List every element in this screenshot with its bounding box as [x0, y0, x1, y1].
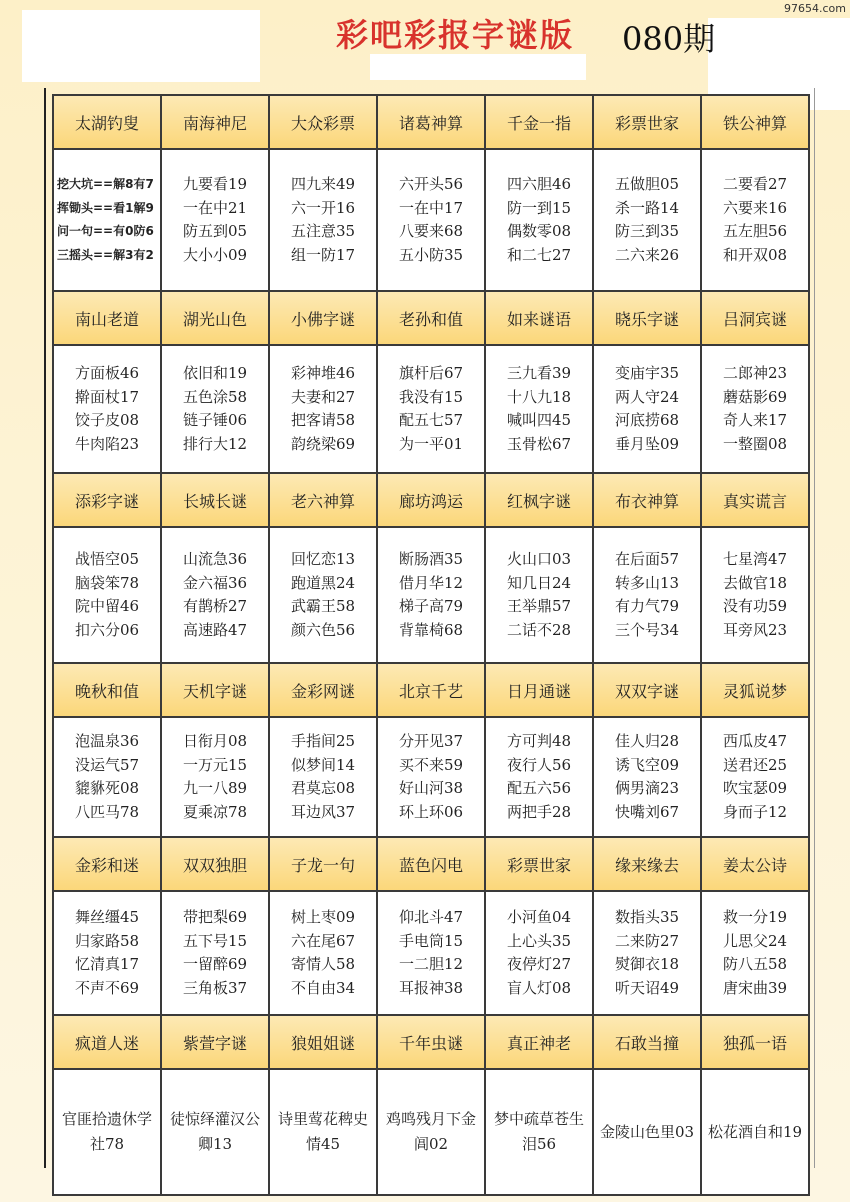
riddle-line: 五做胆05 [614, 175, 680, 193]
column-name: 子龙一句 [269, 837, 377, 891]
riddle-line: 三个号34 [614, 620, 680, 639]
riddle-line: 社78 [89, 1135, 125, 1153]
riddle-cell [53, 717, 161, 837]
riddle-line: 九要看19 [182, 175, 248, 193]
riddle-line: 有力气79 [614, 597, 680, 615]
section-content-row [53, 891, 809, 1015]
riddle-cell [485, 149, 593, 291]
riddle-cell [161, 527, 269, 663]
riddle-cell [701, 527, 809, 663]
riddle-line: 夜行人56 [506, 755, 572, 774]
riddle-line: 貔貅死08 [74, 779, 140, 797]
riddle-line: 情45 [305, 1135, 341, 1153]
riddle-line: 听天诏49 [614, 978, 680, 997]
riddle-cell [377, 891, 485, 1015]
redacted-block-center [370, 54, 586, 80]
column-name: 独孤一语 [701, 1015, 809, 1069]
riddle-cell [53, 149, 161, 291]
riddle-cell [593, 1069, 701, 1195]
riddle-line: 九一八89 [182, 779, 248, 797]
riddle-line: 扣六分06 [74, 620, 140, 639]
riddle-line: 仰北斗47 [398, 908, 464, 926]
riddle-cell [485, 1069, 593, 1195]
riddle-line: 泪56 [521, 1135, 557, 1153]
riddle-line: 梯子高79 [398, 597, 464, 615]
riddle-line: 王举鼎57 [506, 597, 572, 615]
riddle-cell [269, 527, 377, 663]
riddle-line: 夫妻和27 [290, 387, 356, 406]
column-name: 老孙和值 [377, 291, 485, 345]
riddle-line: 小河鱼04 [506, 908, 572, 926]
column-name: 太湖钓叟 [53, 95, 161, 149]
riddle-line: 玉骨松67 [506, 434, 572, 453]
riddle-line: 金六福36 [182, 573, 248, 592]
riddle-line: 喊叫四45 [506, 411, 572, 429]
riddle-line: 君莫忘08 [290, 779, 356, 797]
riddle-line: 舞丝缰45 [74, 908, 140, 926]
riddle-line: 寄情人58 [290, 955, 356, 973]
riddle-cell [269, 345, 377, 473]
page-border-right [814, 88, 815, 1168]
riddle-cell [593, 891, 701, 1015]
riddle-line: 五下号15 [182, 931, 248, 950]
column-name: 蓝色闪电 [377, 837, 485, 891]
page-border-left [44, 88, 46, 1168]
riddle-line: 耳旁风23 [722, 620, 788, 639]
riddle-line: 阊02 [413, 1135, 449, 1153]
riddle-line: 送君还25 [722, 755, 788, 774]
riddle-line: 似梦间14 [290, 755, 356, 774]
riddle-line: 卿13 [197, 1135, 233, 1153]
riddle-line: 佳人归28 [614, 732, 680, 750]
column-name: 布衣神算 [593, 473, 701, 527]
riddle-line: 忆清真17 [74, 955, 140, 973]
riddle-cell [53, 891, 161, 1015]
section-header-row [53, 663, 809, 717]
riddle-line: 四六胆46 [506, 175, 572, 193]
riddle-line: 上心头35 [506, 931, 572, 950]
riddle-line: 防八五58 [722, 955, 788, 973]
riddle-line: 耳报神38 [398, 978, 464, 997]
riddle-line: 变庙宇35 [614, 364, 680, 382]
column-name: 诸葛神算 [377, 95, 485, 149]
riddle-line: 偶数零08 [506, 222, 572, 240]
riddle-line: 没有功59 [722, 597, 788, 615]
riddle-line: 六一开16 [290, 198, 356, 217]
riddle-line: 武霸王58 [290, 597, 356, 615]
riddle-line: 手电筒15 [398, 931, 464, 950]
riddle-line: 把客请58 [290, 411, 356, 429]
riddle-line: 一在中21 [182, 198, 248, 217]
riddle-line: 三摇头==解3有2 [57, 247, 154, 262]
riddle-line: 吹宝瑟09 [722, 779, 788, 797]
column-name: 疯道人迷 [53, 1015, 161, 1069]
column-name: 湖光山色 [161, 291, 269, 345]
section-content-row [53, 149, 809, 291]
riddle-line: 诱飞空09 [614, 755, 680, 774]
riddle-line: 借月华12 [398, 573, 464, 592]
riddle-line: 院中留46 [74, 597, 140, 615]
riddle-cell [161, 345, 269, 473]
riddle-line: 六在尾67 [290, 931, 356, 950]
column-name: 真正神老 [485, 1015, 593, 1069]
riddle-line: 问一句==有0防6 [57, 224, 154, 238]
riddle-cell [701, 891, 809, 1015]
riddle-line: 链子锤06 [182, 411, 248, 429]
riddle-line: 西瓜皮47 [722, 732, 788, 750]
riddle-line: 依旧和19 [182, 364, 248, 382]
section-content-row [53, 345, 809, 473]
riddle-line: 梦中疏草苍生 [493, 1110, 584, 1128]
riddle-cell [269, 891, 377, 1015]
riddle-line: 数指头35 [614, 908, 680, 926]
riddle-line: 二要看27 [722, 175, 788, 193]
riddle-line: 奇人来17 [722, 411, 788, 429]
riddle-line: 知几日24 [506, 573, 572, 592]
riddle-line: 组一防17 [290, 245, 356, 264]
riddle-line: 树上枣09 [290, 908, 356, 926]
column-name: 晚秋和值 [53, 663, 161, 717]
riddle-cell [269, 149, 377, 291]
riddle-line: 四九来49 [290, 175, 356, 193]
riddle-line: 二六来26 [614, 245, 680, 264]
riddle-line: 一二胆12 [398, 955, 464, 973]
riddle-line: 五左胆56 [722, 222, 788, 240]
riddle-cell [161, 149, 269, 291]
riddle-cell [701, 149, 809, 291]
riddle-cell [485, 345, 593, 473]
riddle-cell [269, 1069, 377, 1195]
column-name: 灵狐说梦 [701, 663, 809, 717]
column-name: 天机字谜 [161, 663, 269, 717]
riddle-line: 鸡鸣残月下金 [385, 1110, 476, 1128]
riddle-line: 一万元15 [182, 755, 248, 774]
riddle-cell [377, 345, 485, 473]
riddle-line: 饺子皮08 [74, 411, 140, 429]
riddle-cell [593, 717, 701, 837]
riddle-line: 蘑菇影69 [722, 387, 788, 406]
riddle-line: 不自由34 [290, 978, 356, 997]
riddle-line: 我没有15 [398, 387, 464, 406]
column-name: 铁公神算 [701, 95, 809, 149]
riddle-cell [485, 717, 593, 837]
column-name: 如来谜语 [485, 291, 593, 345]
riddle-line: 耳边风37 [290, 802, 356, 821]
riddle-line: 分开见37 [398, 732, 464, 750]
riddle-cell [53, 1069, 161, 1195]
riddle-line: 徒惊绎灌汉公 [169, 1110, 260, 1128]
column-name: 长城长谜 [161, 473, 269, 527]
column-name: 彩票世家 [593, 95, 701, 149]
riddle-line: 战悟空05 [74, 550, 140, 568]
riddle-line: 十八九18 [506, 387, 572, 406]
riddle-line: 俩男滴23 [614, 779, 680, 797]
riddle-line: 八匹马78 [74, 802, 140, 821]
section-content-row [53, 527, 809, 663]
riddle-line: 两人守24 [614, 387, 680, 406]
riddle-line: 脑袋笨78 [74, 573, 140, 592]
column-name: 老六神算 [269, 473, 377, 527]
section-header-row [53, 95, 809, 149]
riddle-line: 河底捞68 [614, 411, 680, 429]
riddle-line: 韵绕梁69 [290, 434, 356, 453]
riddle-cell [377, 149, 485, 291]
riddle-line: 日衔月08 [182, 732, 248, 750]
riddle-line: 两把手28 [506, 802, 572, 821]
redacted-block-top-left [22, 10, 260, 82]
riddle-line: 排行大12 [182, 434, 248, 453]
riddle-cell [485, 891, 593, 1015]
riddle-line: 挥锄头==看1解9 [57, 200, 154, 215]
riddle-cell [377, 527, 485, 663]
riddle-line: 擀面杖17 [74, 387, 140, 406]
riddle-line: 防三到35 [614, 222, 680, 240]
section-content-row [53, 1069, 809, 1195]
riddle-line: 不声不69 [74, 978, 140, 997]
riddle-line: 六开头56 [398, 175, 464, 193]
riddle-line: 好山河38 [398, 779, 464, 797]
riddle-line: 转多山13 [614, 573, 680, 592]
riddle-cell [377, 717, 485, 837]
riddle-line: 方可判48 [506, 732, 572, 750]
riddle-line: 救一分19 [722, 908, 788, 926]
riddle-cell [485, 527, 593, 663]
riddle-line: 为一平01 [398, 434, 464, 453]
riddle-cell [161, 891, 269, 1015]
column-name: 缘来缘去 [593, 837, 701, 891]
riddle-line: 快嘴刘67 [614, 802, 680, 821]
riddle-line: 二郎神23 [722, 364, 788, 382]
riddle-line: 跑道黑24 [290, 573, 356, 592]
riddle-cell [269, 717, 377, 837]
riddle-line: 松花酒自和19 [707, 1122, 803, 1141]
riddle-line: 五色涂58 [182, 387, 248, 406]
riddle-line: 盲人灯08 [506, 978, 572, 997]
riddle-line: 去做官18 [722, 573, 788, 592]
column-name: 双双独胆 [161, 837, 269, 891]
riddle-line: 垂月坠09 [614, 434, 680, 453]
riddle-line: 五小防35 [398, 245, 464, 264]
riddle-line: 有鹊桥27 [182, 597, 248, 615]
riddle-line: 归家路58 [74, 931, 140, 950]
section-header-row [53, 291, 809, 345]
riddle-line: 身而子12 [722, 802, 788, 821]
riddle-line: 三九看39 [506, 364, 572, 382]
column-name: 姜太公诗 [701, 837, 809, 891]
issue-number: 080期 [622, 20, 716, 58]
column-name: 大众彩票 [269, 95, 377, 149]
column-name: 北京千艺 [377, 663, 485, 717]
column-name: 双双字谜 [593, 663, 701, 717]
riddle-line: 没运气57 [74, 755, 140, 774]
riddle-line: 泡温泉36 [74, 732, 140, 750]
riddle-line: 五注意35 [290, 222, 356, 240]
riddle-cell [701, 345, 809, 473]
column-name: 真实谎言 [701, 473, 809, 527]
riddle-line: 在后面57 [614, 550, 680, 568]
riddle-line: 挖大坑==解8有7 [57, 177, 154, 191]
riddle-cell [53, 345, 161, 473]
column-name: 南海神尼 [161, 95, 269, 149]
riddle-cell [53, 527, 161, 663]
column-name: 添彩字谜 [53, 473, 161, 527]
riddle-line: 二来防27 [614, 931, 680, 950]
riddle-line: 诗里莺花稗史 [277, 1110, 368, 1128]
column-name: 石敢当撞 [593, 1015, 701, 1069]
column-name: 千年虫谜 [377, 1015, 485, 1069]
riddle-table [52, 94, 810, 1196]
column-name: 金彩和迷 [53, 837, 161, 891]
riddle-line: 防五到05 [182, 222, 248, 240]
riddle-line: 带把梨69 [182, 908, 248, 926]
column-name: 狼姐姐谜 [269, 1015, 377, 1069]
riddle-line: 彩神堆46 [290, 364, 356, 382]
riddle-line: 八要来68 [398, 222, 464, 240]
riddle-line: 买不来59 [398, 755, 464, 774]
riddle-line: 官匪拾遗休学 [61, 1110, 152, 1128]
column-name: 晓乐字谜 [593, 291, 701, 345]
column-name: 廊坊鸿运 [377, 473, 485, 527]
riddle-cell [593, 345, 701, 473]
riddle-cell [593, 527, 701, 663]
column-name: 紫萱字谜 [161, 1015, 269, 1069]
riddle-line: 防一到15 [506, 198, 572, 217]
riddle-line: 回忆恋13 [290, 550, 356, 568]
riddle-line: 火山口03 [506, 550, 572, 568]
page-title: 彩吧彩报字谜版 [336, 16, 575, 54]
column-name: 彩票世家 [485, 837, 593, 891]
riddle-cell [701, 1069, 809, 1195]
column-name: 南山老道 [53, 291, 161, 345]
riddle-line: 二话不28 [506, 620, 572, 639]
riddle-line: 六要来16 [722, 198, 788, 217]
riddle-line: 七星湾47 [722, 550, 788, 568]
riddle-line: 大小小09 [182, 245, 248, 264]
riddle-line: 一在中17 [398, 198, 464, 217]
section-header-row [53, 473, 809, 527]
riddle-line: 和开双08 [722, 245, 788, 264]
column-name: 金彩网谜 [269, 663, 377, 717]
riddle-line: 旗杆后67 [398, 364, 464, 382]
riddle-cell [161, 1069, 269, 1195]
riddle-cell [377, 1069, 485, 1195]
riddle-line: 牛肉陷23 [74, 434, 140, 453]
site-watermark: 97654.com [784, 2, 846, 15]
riddle-line: 金陵山色里03 [599, 1122, 695, 1141]
riddle-line: 一留醉69 [182, 955, 248, 973]
section-content-row [53, 717, 809, 837]
riddle-line: 熨御衣18 [614, 955, 680, 973]
riddle-line: 背靠椅68 [398, 620, 464, 639]
riddle-line: 配五七57 [398, 411, 464, 429]
riddle-line: 唐宋曲39 [722, 978, 788, 997]
riddle-line: 高速路47 [182, 620, 248, 639]
riddle-line: 断肠酒35 [398, 550, 464, 568]
riddle-line: 夏乘凉78 [182, 802, 248, 821]
column-name: 吕洞宾谜 [701, 291, 809, 345]
riddle-line: 一整圈08 [722, 434, 788, 453]
riddle-line: 三角板37 [182, 978, 248, 997]
riddle-line: 夜停灯27 [506, 955, 572, 973]
riddle-line: 杀一路14 [614, 198, 680, 217]
riddle-cell [161, 717, 269, 837]
riddle-line: 环上环06 [398, 802, 464, 821]
riddle-line: 手指间25 [290, 732, 356, 750]
riddle-line: 和二七27 [506, 245, 572, 264]
riddle-cell [593, 149, 701, 291]
riddle-line: 山流急36 [182, 550, 248, 568]
riddle-line: 颜六色56 [290, 620, 356, 639]
riddle-line: 方面板46 [74, 364, 140, 382]
riddle-cell [701, 717, 809, 837]
column-name: 小佛字谜 [269, 291, 377, 345]
section-header-row [53, 837, 809, 891]
section-header-row [53, 1015, 809, 1069]
column-name: 千金一指 [485, 95, 593, 149]
riddle-line: 配五六56 [506, 779, 572, 797]
riddle-line: 儿思父24 [722, 931, 788, 950]
column-name: 红枫字谜 [485, 473, 593, 527]
column-name: 日月通谜 [485, 663, 593, 717]
